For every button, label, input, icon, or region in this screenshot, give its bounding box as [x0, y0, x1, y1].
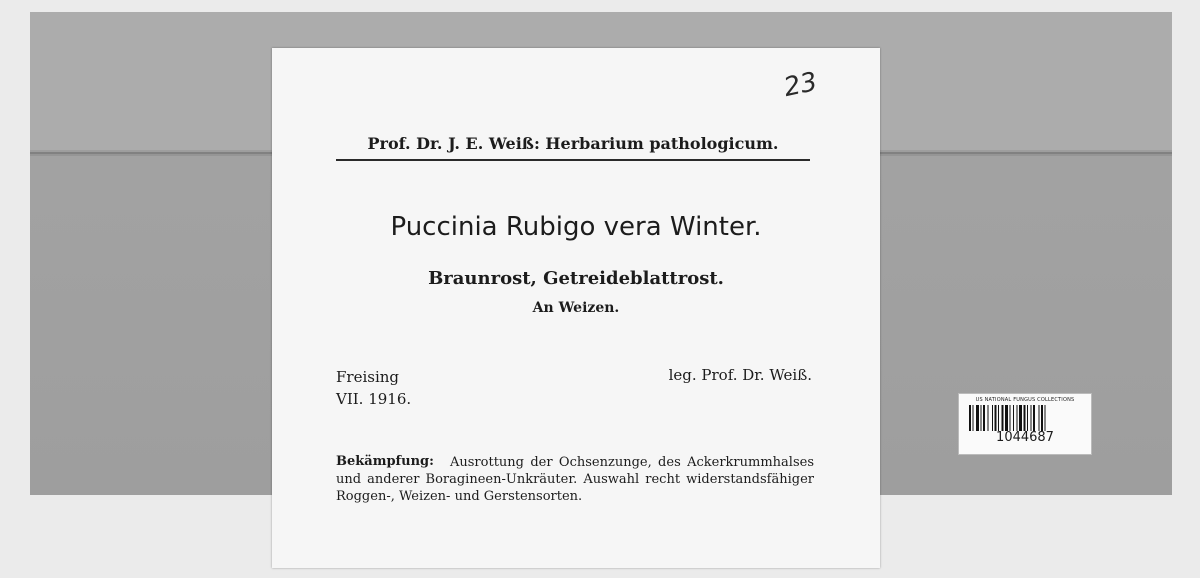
common-names: Braunrost, Getreideblattrost.: [428, 268, 724, 289]
barcode-label: [958, 393, 1092, 455]
herbarium-header: Prof. Dr. J. E. Weiß: Herbarium pathologicum.: [336, 134, 810, 161]
locality: Freising: [336, 368, 400, 386]
collector: leg. Prof. Dr. Weiß.: [668, 366, 812, 384]
host-plant: An Weizen.: [532, 300, 620, 316]
control-text: Ausrottung der Ochsenzunge, des Ackerkrummhalses und anderer Boragineen-Unkräuter. Auswahl recht widerstandsfähiger Roggen-, Weizen- und Gerstensorten.: [336, 455, 814, 504]
control-label: Bekämpfung:: [336, 454, 434, 469]
collection-name: US NATIONAL FUNGUS COLLECTIONS: [975, 397, 1075, 403]
handwritten-number: 23: [781, 66, 820, 104]
collection-date: VII. 1916.: [336, 390, 412, 408]
species-name: Puccinia Rubigo vera Winter.: [390, 212, 762, 242]
barcode-number: 1044687: [996, 430, 1054, 445]
control-description: [336, 454, 814, 505]
specimen-label: [272, 48, 880, 568]
locality-block: [336, 366, 411, 410]
barcode-icon: [967, 405, 1083, 431]
